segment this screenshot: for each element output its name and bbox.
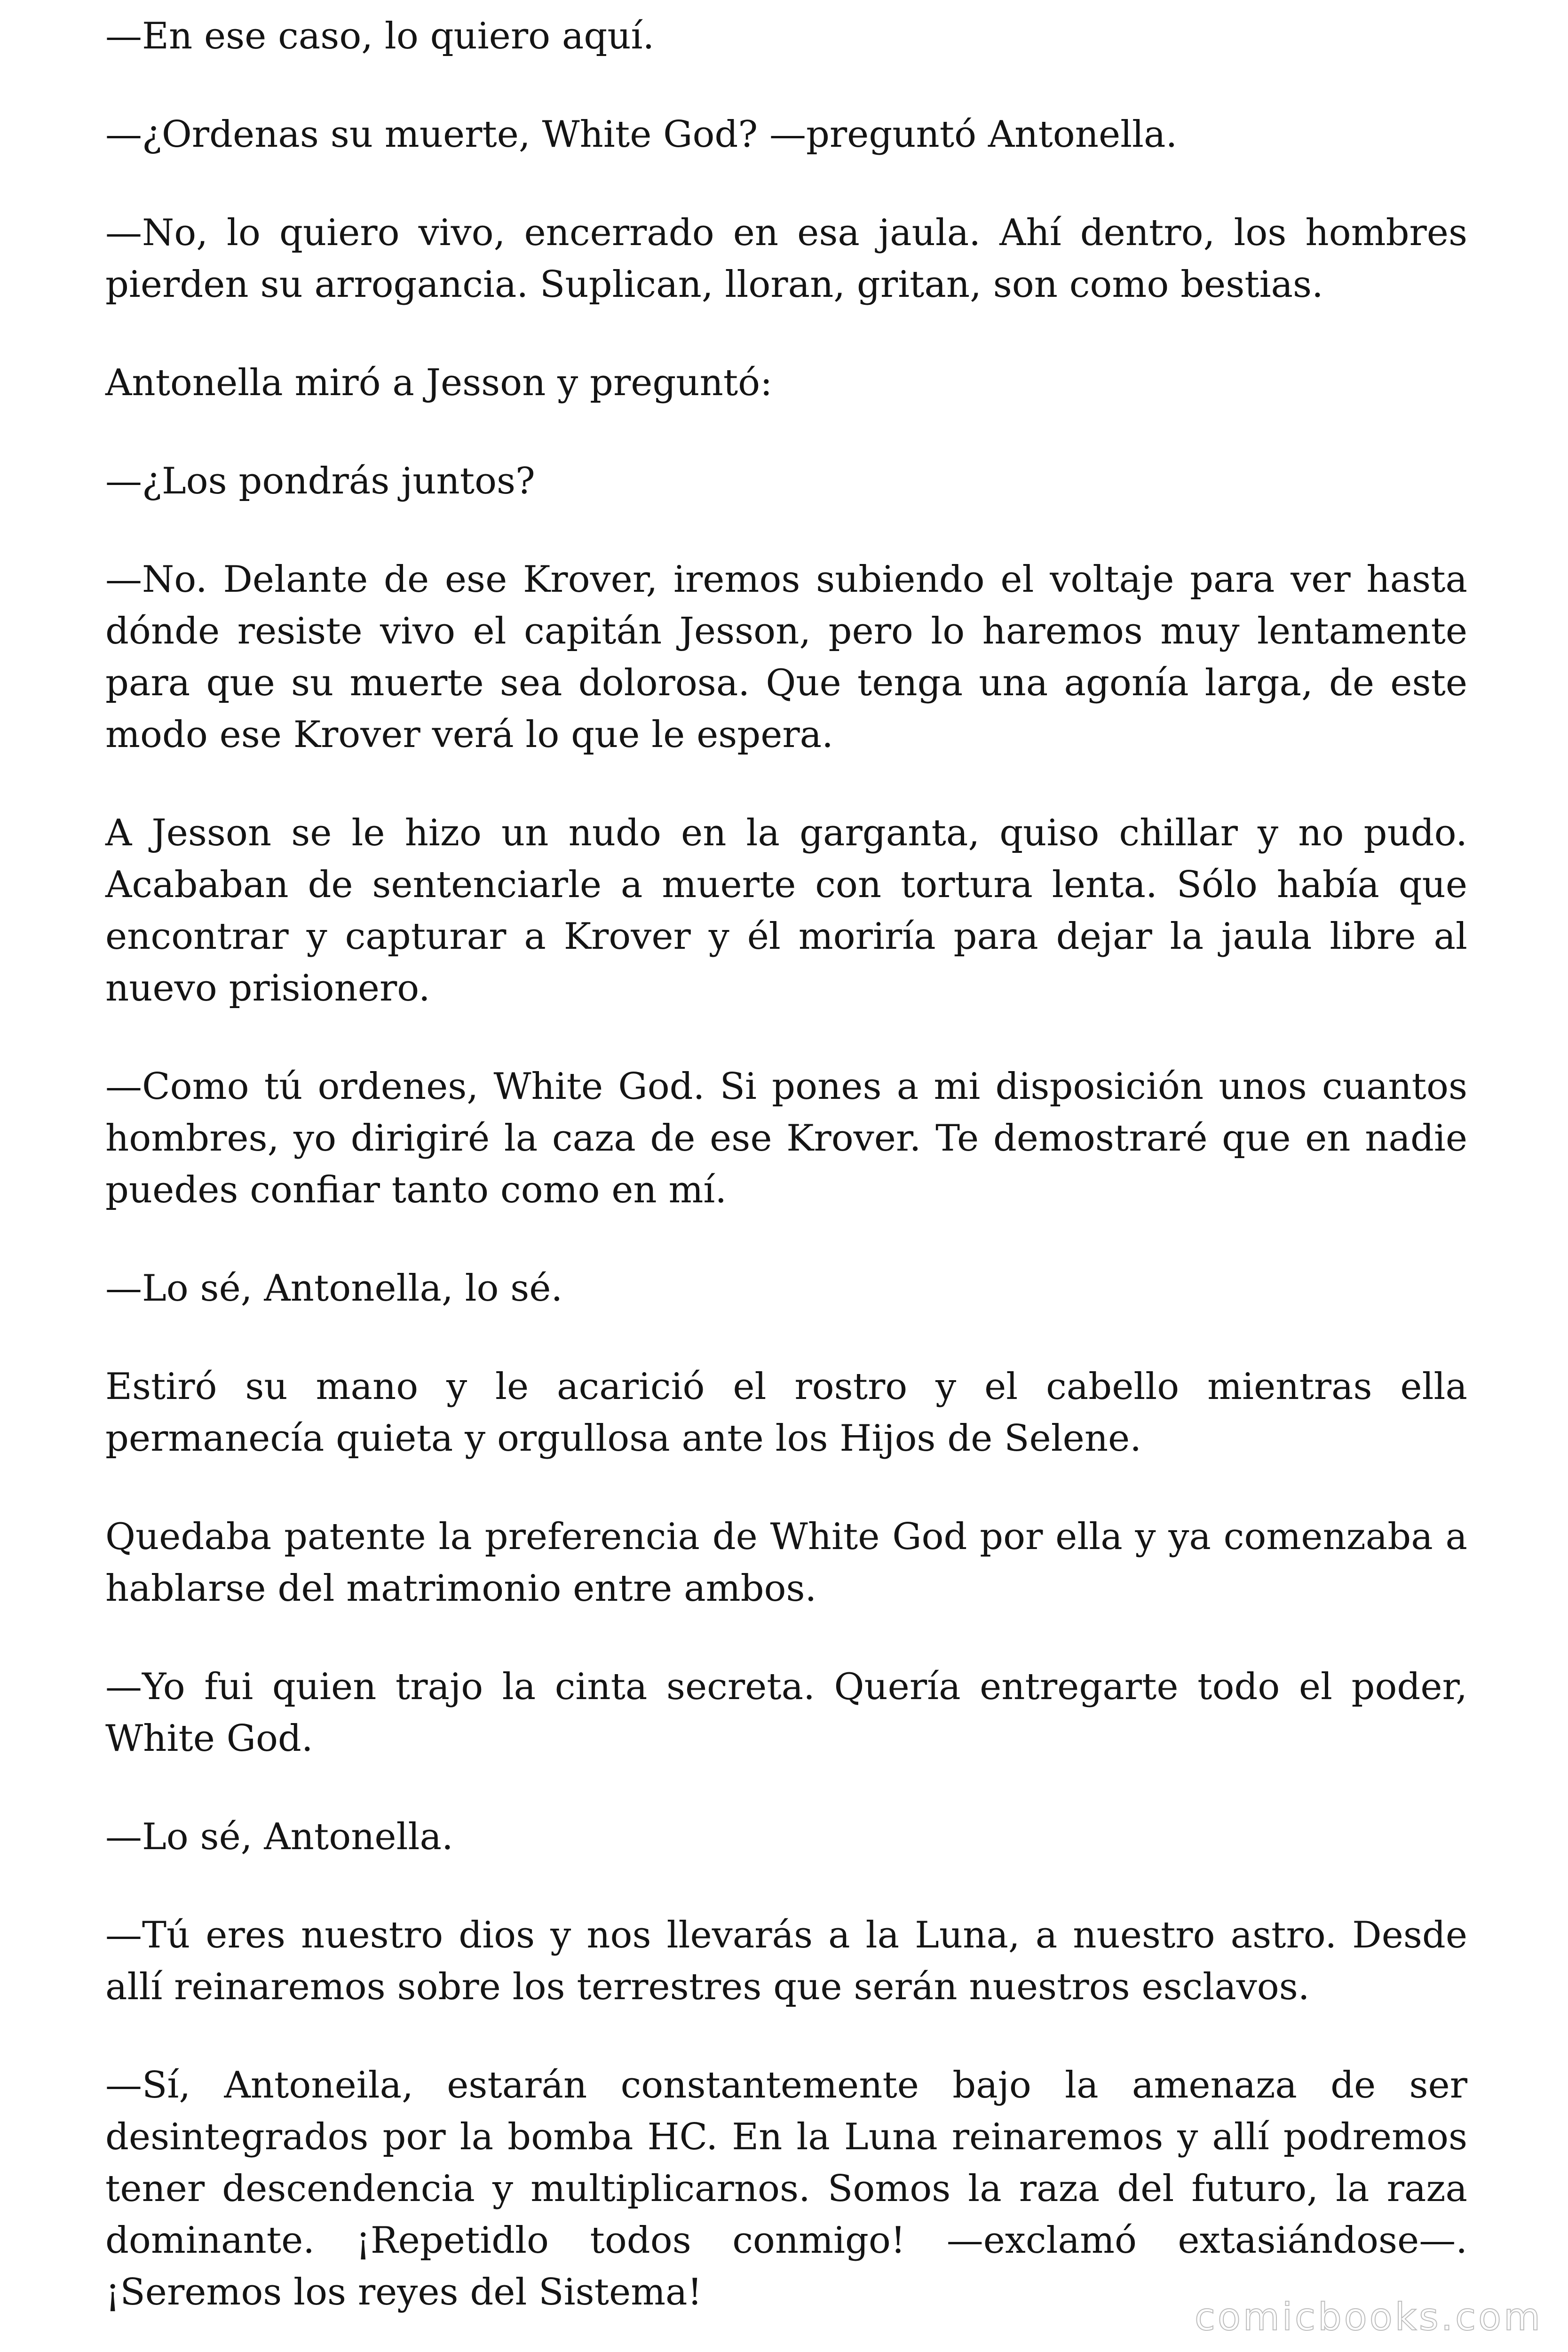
paragraph: —Como tú ordenes, White God. Si pones a mi disposición unos cuantos hombres, yo dirigiré la caza de ese Krover. Te demostraré que en nadie puedes confiar tanto como en mí. xyxy=(105,1065,1467,1211)
paragraph: —Lo sé, Antonella, lo sé. xyxy=(105,1267,563,1310)
paragraph: —No. Delante de ese Krover, iremos subiendo el voltaje para ver hasta dónde resiste vivo el capitán Jesson, pero lo haremos muy lentamente para que su muerte sea dolorosa. Que tenga una agonía larga, de este modo ese Krover verá lo que le espera. xyxy=(105,558,1467,756)
book-page-text xyxy=(105,10,1467,2318)
paragraph: —No, lo quiero vivo, encerrado en esa jaula. Ahí dentro, los hombres pierden su arrogancia. Suplican, lloran, gritan, son como bestias. xyxy=(105,212,1467,306)
paragraph: —¿Ordenas su muerte, White God? —preguntó Antonella. xyxy=(105,113,1178,156)
paragraph: Quedaba patente la preferencia de White God por ella y ya comenzaba a hablarse del matrimonio entre ambos. xyxy=(105,1516,1467,1610)
paragraph: —En ese caso, lo quiero aquí. xyxy=(105,15,655,57)
paragraph: A Jesson se le hizo un nudo en la garganta, quiso chillar y no pudo. Acababan de sentenciarle a muerte con tortura lenta. Sólo había que encontrar y capturar a Krover y él moriría para dejar la jaula libre al nuevo prisionero. xyxy=(105,812,1467,1009)
paragraph: —¿Los pondrás juntos? xyxy=(105,460,535,502)
paragraph: Antonella miró a Jesson y preguntó: xyxy=(105,362,773,404)
paragraph: —Sí, Antoneila, estarán constantemente bajo la amenaza de ser desintegrados por la bomba HC. En la Luna reinaremos y allí podremos tener descendencia y multiplicarnos. Somos la raza del futuro, la raza dominante. ¡Repetidlo todos conmigo! —exclamó extasiándose—. ¡Seremos los reyes del Sistema! xyxy=(105,2064,1467,2313)
paragraph: Estiró su mano y le acarició el rostro y el cabello mientras ella permanecía quieta y orgullosa ante los Hijos de Selene. xyxy=(105,1366,1467,1460)
paragraph: —Yo fui quien trajo la cinta secreta. Quería entregarte todo el poder, White God. xyxy=(105,1666,1467,1760)
watermark: comicbooks.com xyxy=(1194,2295,1543,2339)
paragraph: —Lo sé, Antonella. xyxy=(105,1816,453,1858)
paragraph: —Tú eres nuestro dios y nos llevarás a la Luna, a nuestro astro. Desde allí reinaremos sobre los terrestres que serán nuestros esclavos. xyxy=(105,1914,1467,2008)
